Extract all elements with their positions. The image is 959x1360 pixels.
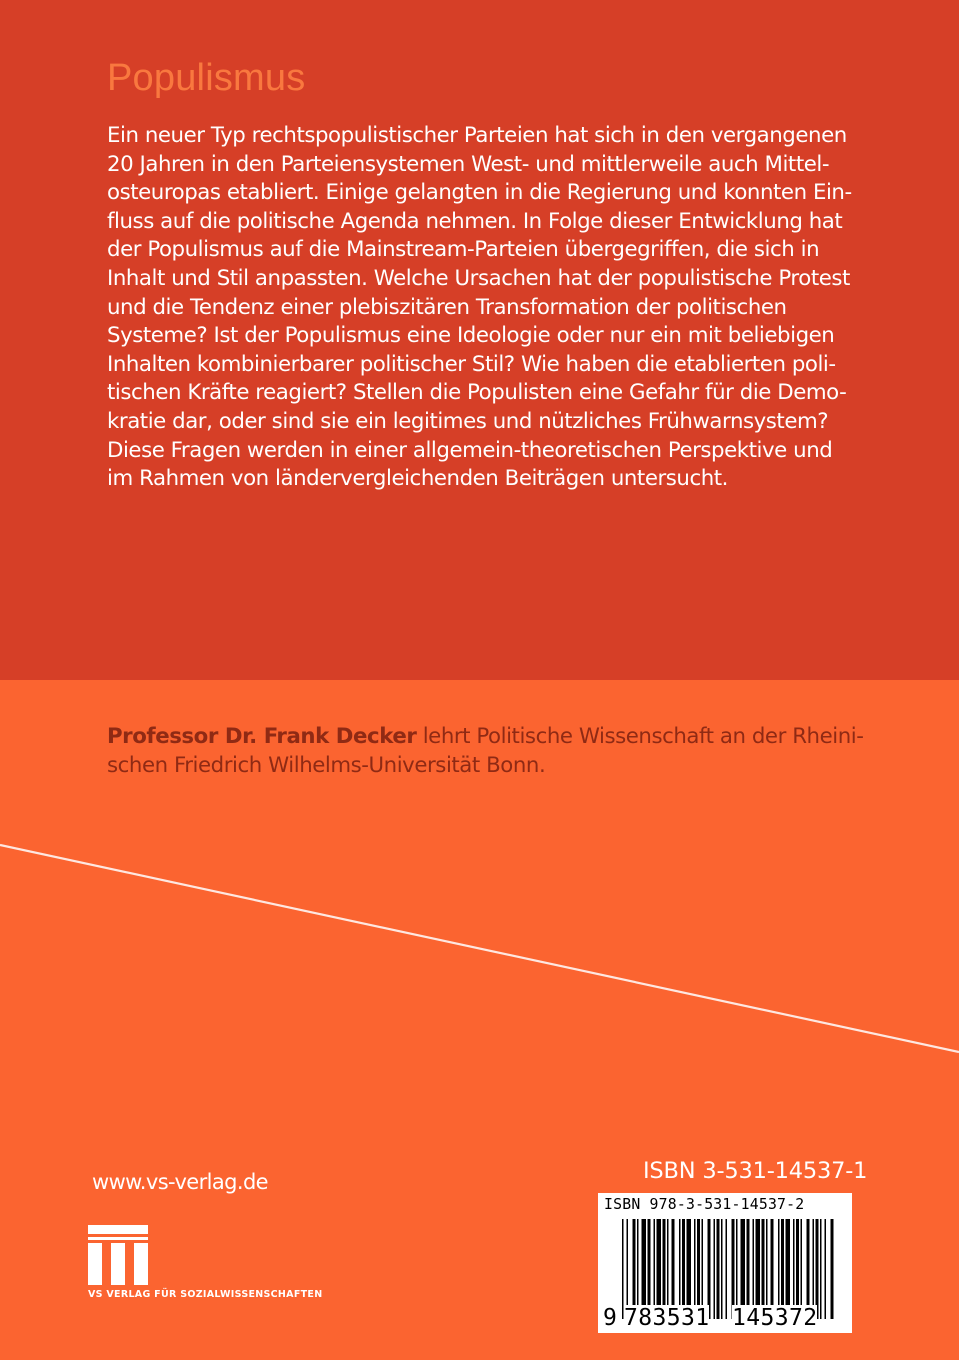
barcode-bar <box>717 1219 720 1319</box>
blurb-line: 20 Jahren in den Parteiensystemen West- und mittlerweile auch Mittel- <box>107 151 830 177</box>
book-title: Populismus <box>107 57 306 99</box>
blurb-line: Systeme? Ist der Populismus eine Ideologie oder nur ein mit beliebigen <box>107 323 835 349</box>
blurb-line: kratie dar, oder sind sie ein legitimes und nützliches Frühwarnsystem? <box>107 408 829 434</box>
blurb-line: Diese Fragen werden in einer allgemein-theoretischen Perspektive und <box>107 437 833 463</box>
publisher-website: www.vs-verlag.de <box>92 1170 268 1194</box>
blurb-line: osteuropas etabliert. Einige gelangten in die Regierung und konnten Ein- <box>107 180 852 206</box>
barcode-digit-first: 9 <box>603 1305 618 1331</box>
barcode-bar <box>694 1219 696 1319</box>
barcode-bar <box>667 1219 669 1319</box>
barcode-bar <box>796 1219 799 1319</box>
blurb-line: fluss auf die politische Agenda nehmen. In Folge dieser Entwicklung hat <box>107 208 843 234</box>
barcode-bar <box>778 1219 780 1319</box>
barcode-isbn: ISBN 978-3-531-14537-2 <box>604 1196 805 1213</box>
barcode-bar <box>736 1219 738 1319</box>
author-name: Professor Dr. Frank Decker <box>107 724 417 749</box>
barcode <box>598 1193 852 1333</box>
barcode-bar <box>648 1219 651 1319</box>
blurb-line: der Populismus auf die Mainstream-Parteien übergegriffen, die sich in <box>107 237 820 263</box>
isbn-10: ISBN 3-531-14537-1 <box>643 1158 868 1184</box>
barcode-bar <box>771 1219 774 1319</box>
barcode-bar <box>627 1219 629 1319</box>
blurb-line: und die Tendenz einer plebiszitären Transformation der politischen <box>107 294 787 320</box>
barcode-bar <box>732 1219 735 1319</box>
blurb-line: tischen Kräfte reagiert? Stellen die Populisten eine Gefahr für die Demo- <box>107 380 847 406</box>
barcode-bar <box>786 1219 791 1319</box>
barcode-bar <box>816 1219 819 1319</box>
barcode-bar <box>747 1219 750 1319</box>
barcode-bar <box>642 1219 647 1319</box>
barcode-bar <box>687 1219 692 1319</box>
barcode-digits-left: 783531 <box>624 1305 710 1331</box>
author-bio-line-1-rest: lehrt Politische Wissenschaft an der Rheini- <box>416 724 864 749</box>
barcode-bar <box>679 1219 681 1319</box>
blurb-line: Ein neuer Typ rechtspopulistischer Parteien hat sich in den vergangenen <box>107 123 847 148</box>
barcode-bar <box>721 1219 723 1319</box>
barcode-bar <box>793 1219 795 1319</box>
barcode-bar <box>637 1219 639 1319</box>
barcode-bar <box>622 1219 624 1319</box>
barcode-bar <box>714 1219 716 1319</box>
barcode-bar <box>831 1219 834 1319</box>
publisher-logo <box>88 1225 328 1305</box>
author-bio-line-2: schen Friedrich Wilhelms-Universität Bonn. <box>107 753 546 778</box>
barcode-bar <box>654 1219 656 1319</box>
barcode-bar <box>807 1219 810 1319</box>
publisher-logo-text: VS VERLAG FÜR SOZIALWISSENSCHAFTEN <box>88 1289 323 1300</box>
barcode-bar <box>813 1219 815 1319</box>
barcode-bar <box>702 1219 704 1319</box>
publisher-logo-icon <box>88 1225 150 1285</box>
barcode-bar <box>825 1219 827 1319</box>
barcode-bar <box>672 1219 675 1319</box>
barcode-bar <box>726 1219 728 1319</box>
barcode-bar <box>762 1219 765 1319</box>
barcode-bar <box>663 1219 666 1319</box>
blurb-line: Inhalten kombinierbarer politischer Stil? Wie haben die etablierten poli- <box>107 351 836 377</box>
barcode-bar <box>633 1219 636 1319</box>
blurb-line: im Rahmen von ländervergleichenden Beiträgen untersucht. <box>107 466 729 492</box>
barcode-bar <box>801 1219 803 1319</box>
barcode-bar <box>820 1219 822 1319</box>
blurb-line: Inhalt und Stil anpassten. Welche Ursachen hat der populistische Protest <box>107 265 850 291</box>
barcode-digits-right: 145372 <box>732 1305 818 1331</box>
barcode-bar <box>682 1219 685 1319</box>
barcode-bar <box>741 1219 746 1319</box>
barcode-bar <box>756 1219 761 1319</box>
barcode-bar <box>753 1219 755 1319</box>
barcode-bar <box>781 1219 784 1319</box>
barcode-bar <box>766 1219 768 1319</box>
barcode-bar <box>657 1219 662 1319</box>
barcode-bar <box>708 1219 711 1319</box>
barcode-bar <box>697 1219 700 1319</box>
